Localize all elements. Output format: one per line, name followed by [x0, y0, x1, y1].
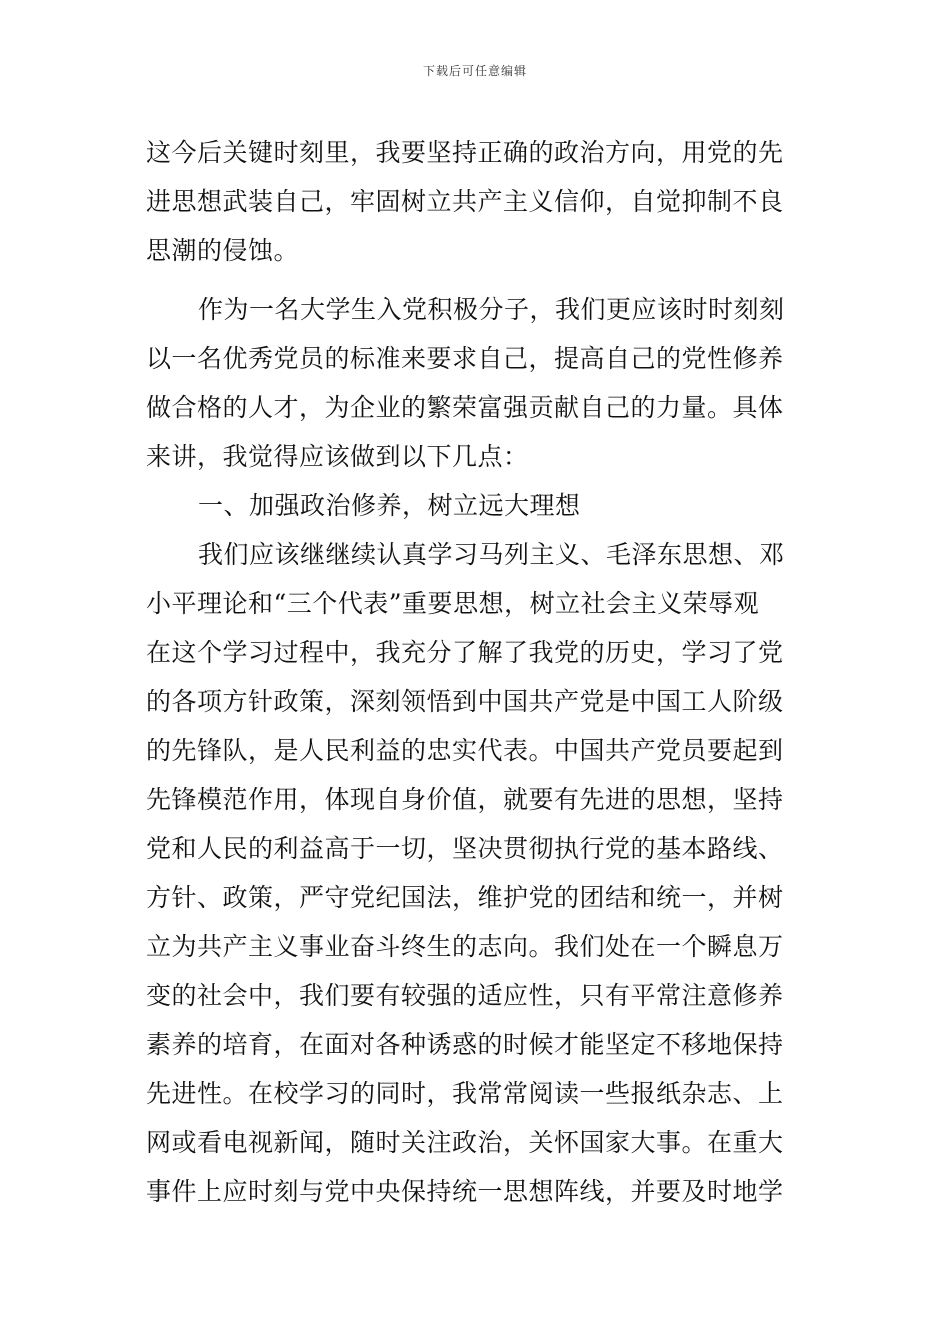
text-line: 小平理论和“三个代表”重要思想，树立社会主义荣辱观 — [146, 589, 760, 618]
text-line: 进思想武装自己，牢固树立共产主义信仰，自觉抑制不良 — [146, 187, 784, 216]
text-line: 的先锋队，是人民利益的忠实代表。中国共产党员要起到 — [146, 736, 784, 765]
text-line: 网或看电视新闻，随时关注政治，关怀国家大事。在重大 — [146, 1128, 784, 1157]
text-line: 来讲，我觉得应该做到以下几点： — [146, 442, 529, 471]
paragraph-1 — [146, 128, 811, 275]
section-heading — [146, 481, 811, 530]
text-line: 变的社会中，我们要有较强的适应性，只有平常注意修养 — [146, 981, 784, 1010]
text-line: 立为共产主义事业奋斗终生的志向。我们处在一个瞬息万 — [146, 932, 784, 961]
text-line: 作为一名大学生入党积极分子，我们更应该时时刻刻 — [198, 295, 785, 324]
paragraph-2 — [146, 285, 811, 481]
heading-line: 一、加强政治修养，树立远大理想 — [198, 491, 581, 520]
text-line: 以一名优秀党员的标准来要求自己，提高自己的党性修养 — [146, 344, 784, 373]
page-header: 下载后可任意编辑 — [422, 64, 527, 78]
document-body — [146, 128, 811, 1216]
paragraph-3 — [146, 530, 811, 1216]
text-line: 党和人民的利益高于一切，坚决贯彻执行党的基本路线、 — [146, 834, 784, 863]
text-line: 素养的培育，在面对各种诱惑的时候才能坚定不移地保持 — [146, 1030, 784, 1059]
text-line: 事件上应时刻与党中央保持统一思想阵线，并要及时地学 — [146, 1177, 784, 1206]
text-line: 我们应该继继续认真学习马列主义、毛泽东思想、邓 — [198, 540, 785, 569]
text-line: 做合格的人才，为企业的繁荣富强贡献自己的力量。具体 — [146, 393, 784, 422]
text-line: 的各项方针政策，深刻领悟到中国共产党是中国工人阶级 — [146, 687, 784, 716]
text-line: 先锋模范作用，体现自身价值，就要有先进的思想，坚持 — [146, 785, 784, 814]
text-line: 先进性。在校学习的同时，我常常阅读一些报纸杂志、上 — [146, 1079, 784, 1108]
text-line: 在这个学习过程中，我充分了解了我党的历史，学习了党 — [146, 638, 784, 667]
text-line: 思潮的侵蚀。 — [146, 236, 300, 265]
text-line: 方针、政策，严守党纪国法，维护党的团结和统一，并树 — [146, 883, 784, 912]
text-line: 这今后关键时刻里，我要坚持正确的政治方向，用党的先 — [146, 138, 784, 167]
